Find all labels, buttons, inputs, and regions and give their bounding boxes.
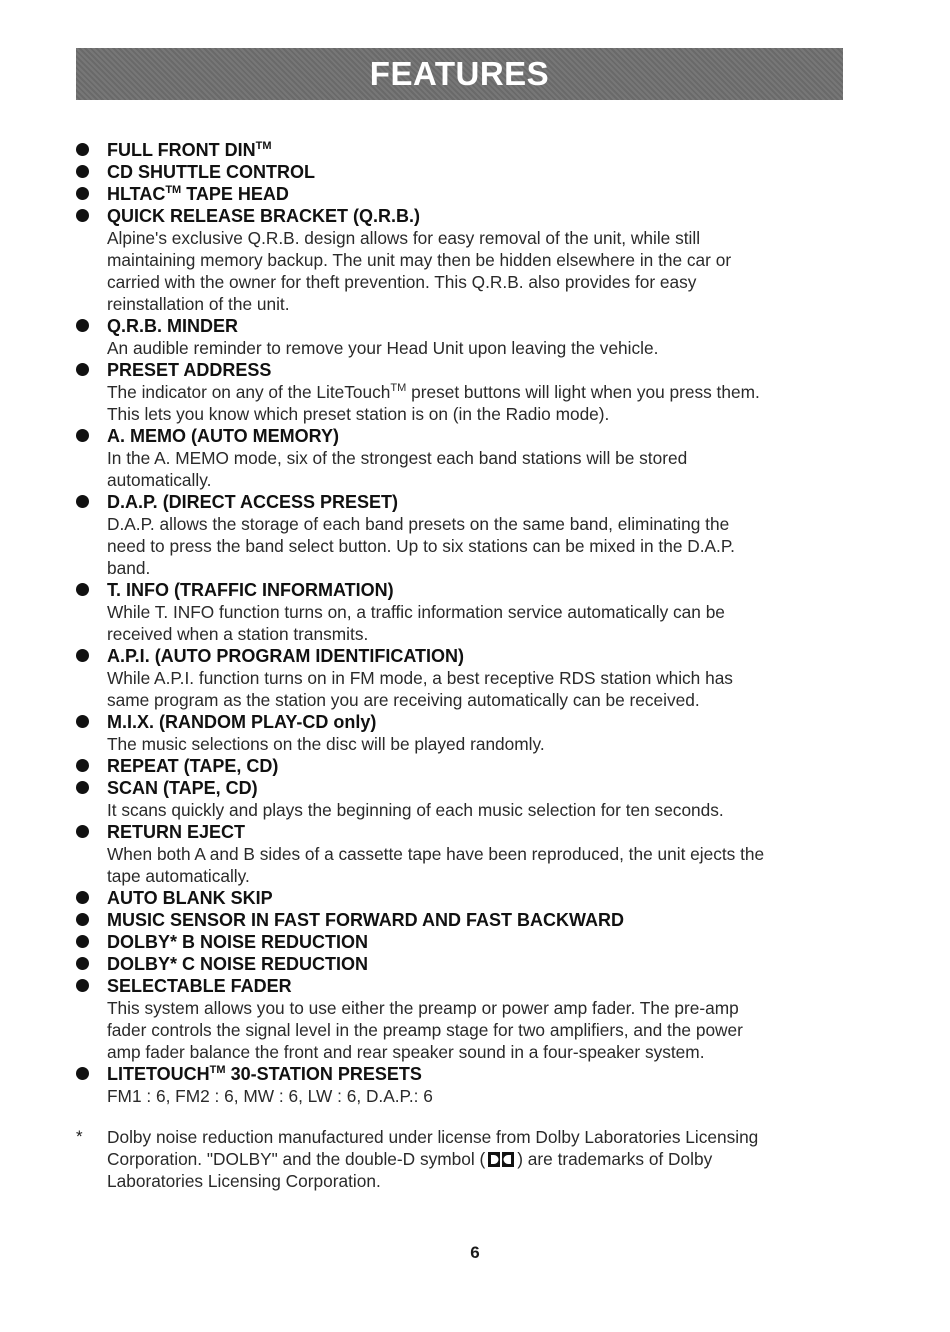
bullet-icon [76, 979, 89, 992]
feature-description [107, 799, 856, 821]
feature-item [76, 1063, 856, 1107]
description-line: fader controls the signal level in the preamp stage for two amplifiers, and the power [107, 1020, 743, 1040]
feature-title: RETURN EJECT [107, 822, 246, 842]
description-line: amp fader balance the front and rear speaker sound in a four-speaker system. [107, 1042, 705, 1062]
footnote-line-end: ) are trademarks of Dolby [517, 1149, 713, 1169]
feature-item [76, 909, 856, 931]
bullet-icon [76, 913, 89, 926]
description-line: This lets you know which preset station is on (in the Radio mode). [107, 404, 610, 424]
trademark-mark: TM [209, 1064, 226, 1076]
feature-item [76, 491, 856, 579]
feature-list [76, 139, 856, 1107]
trademark-mark: TM [165, 184, 182, 196]
feature-item [76, 161, 856, 183]
description-line: band. [107, 558, 151, 578]
feature-item [76, 139, 856, 161]
footnote-mark: * [76, 1127, 83, 1146]
feature-title: T. INFO (TRAFFIC INFORMATION) [107, 580, 394, 600]
feature-item [76, 887, 856, 909]
bullet-icon [76, 891, 89, 904]
description-line: automatically. [107, 470, 212, 490]
feature-title: MUSIC SENSOR IN FAST FORWARD AND FAST BACKWARD [107, 910, 625, 930]
bullet-icon [76, 429, 89, 442]
features-banner [76, 48, 843, 100]
footnote [76, 1126, 856, 1192]
bullet-icon [76, 825, 89, 838]
feature-description [107, 601, 856, 645]
footnote-line: Dolby noise reduction manufactured under license from Dolby Laboratories Licensing [107, 1127, 759, 1147]
feature-title: LITETOUCH™ 30-STATION PRESETS [107, 1064, 422, 1084]
feature-item [76, 579, 856, 645]
bullet-icon [76, 649, 89, 662]
feature-item [76, 183, 856, 205]
feature-description [107, 337, 856, 359]
description-line: While T. INFO function turns on, a traffic information service automatically can be [107, 602, 725, 622]
feature-title: AUTO BLANK SKIP [107, 888, 273, 908]
feature-description [107, 997, 856, 1063]
feature-description [107, 513, 856, 579]
description-line: carried with the owner for theft prevention. This Q.R.B. also provides for easy [107, 272, 697, 292]
feature-item [76, 931, 856, 953]
description-line: This system allows you to use either the preamp or power amp fader. The pre-amp [107, 998, 739, 1018]
feature-title: M.I.X. (RANDOM PLAY-CD only) [107, 712, 377, 732]
description-line: need to press the band select button. Up to six stations can be mixed in the D.A.P. [107, 536, 735, 556]
bullet-icon [76, 1067, 89, 1080]
feature-description: The indicator on any of the LiteTouch™ preset buttons will light when you press them. This lets you know which preset station is on (in the Radio mode). [107, 381, 856, 425]
feature-title: HLTAC™ TAPE HEAD [107, 184, 289, 204]
feature-item [76, 755, 856, 777]
feature-item [76, 777, 856, 821]
feature-title: DOLBY* B NOISE REDUCTION [107, 932, 369, 952]
feature-title: A. MEMO (AUTO MEMORY) [107, 426, 339, 446]
feature-description [107, 227, 856, 315]
description-line: When both A and B sides of a cassette tape have been reproduced, the unit ejects the [107, 844, 765, 864]
trademark-mark: TM [390, 382, 407, 394]
bullet-icon [76, 165, 89, 178]
description-line: While A.P.I. function turns on in FM mode, a best receptive RDS station which has [107, 668, 733, 688]
bullet-icon [76, 319, 89, 332]
bullet-icon [76, 187, 89, 200]
footnote-line-start: Corporation. "DOLBY" and the double-D symbol ( [107, 1149, 486, 1169]
description-line: reinstallation of the unit. [107, 294, 290, 314]
bullet-icon [76, 957, 89, 970]
feature-item [76, 425, 856, 491]
feature-item [76, 711, 856, 755]
feature-title: REPEAT (TAPE, CD) [107, 756, 279, 776]
feature-description [107, 733, 856, 755]
bullet-icon [76, 143, 89, 156]
feature-item [76, 975, 856, 1063]
feature-title: FULL FRONT DIN™ [107, 140, 272, 160]
bullet-icon [76, 715, 89, 728]
feature-description [107, 667, 856, 711]
page-number: 6 [470, 1243, 480, 1262]
bullet-icon [76, 759, 89, 772]
feature-item [76, 645, 856, 711]
description-line: Alpine's exclusive Q.R.B. design allows for easy removal of the unit, while still [107, 228, 701, 248]
bullet-icon [76, 363, 89, 376]
footnote-line [107, 1148, 856, 1170]
feature-item [76, 821, 856, 887]
description-line: The music selections on the disc will be played randomly. [107, 734, 545, 754]
feature-title: QUICK RELEASE BRACKET (Q.R.B.) [107, 206, 421, 226]
feature-title: D.A.P. (DIRECT ACCESS PRESET) [107, 492, 399, 512]
description-line: It scans quickly and plays the beginning of each music selection for ten seconds. [107, 800, 724, 820]
footnote-text [107, 1126, 856, 1192]
feature-title: CD SHUTTLE CONTROL [107, 162, 315, 182]
feature-description [107, 447, 856, 491]
page-title: FEATURES [369, 55, 550, 92]
description-line: In the A. MEMO mode, six of the strongest each band stations will be stored [107, 448, 688, 468]
feature-item [76, 315, 856, 359]
feature-item [76, 953, 856, 975]
feature-title: SCAN (TAPE, CD) [107, 778, 258, 798]
description-line: D.A.P. allows the storage of each band presets on the same band, eliminating the [107, 514, 730, 534]
bullet-icon [76, 781, 89, 794]
bullet-icon [76, 583, 89, 596]
trademark-mark: TM [255, 140, 272, 152]
feature-description [107, 1085, 856, 1107]
bullet-icon [76, 209, 89, 222]
feature-title: PRESET ADDRESS [107, 360, 272, 380]
bullet-icon [76, 495, 89, 508]
feature-item [76, 359, 856, 425]
description-line: tape automatically. [107, 866, 250, 886]
description-line: FM1 : 6, FM2 : 6, MW : 6, LW : 6, D.A.P.: 6 [107, 1086, 433, 1106]
description-line: An audible reminder to remove your Head Unit upon leaving the vehicle. [107, 338, 659, 358]
feature-title: SELECTABLE FADER [107, 976, 292, 996]
description-line: received when a station transmits. [107, 624, 369, 644]
feature-title: Q.R.B. MINDER [107, 316, 239, 336]
feature-item [76, 205, 856, 315]
double-d-icon [487, 1151, 515, 1168]
feature-title: A.P.I. (AUTO PROGRAM IDENTIFICATION) [107, 646, 465, 666]
footnote-line: Laboratories Licensing Corporation. [107, 1171, 381, 1191]
description-line: maintaining memory backup. The unit may then be hidden elsewhere in the car or [107, 250, 732, 270]
bullet-icon [76, 935, 89, 948]
feature-description [107, 843, 856, 887]
feature-title: DOLBY* C NOISE REDUCTION [107, 954, 369, 974]
description-line: same program as the station you are receiving automatically can be received. [107, 690, 700, 710]
